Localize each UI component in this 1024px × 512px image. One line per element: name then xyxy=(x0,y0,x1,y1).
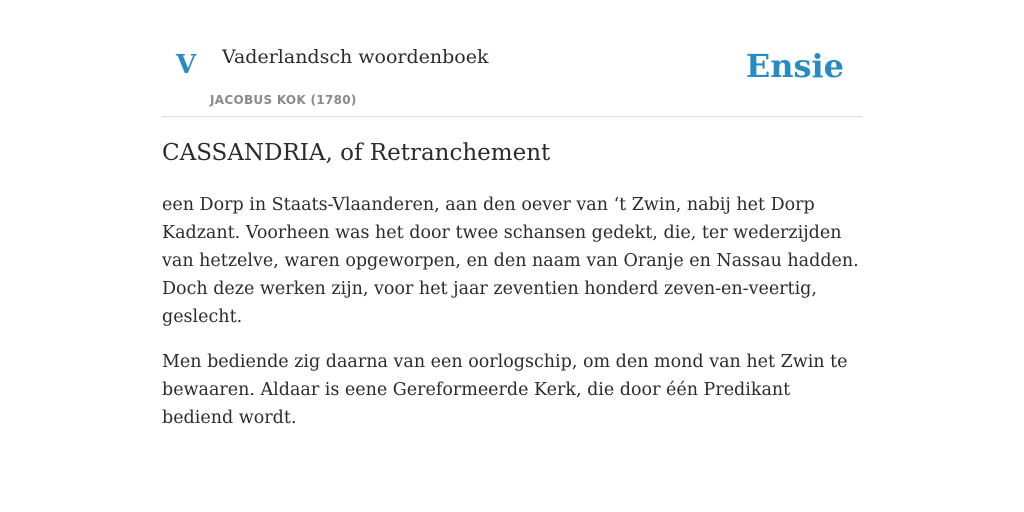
book-logo-letter[interactable]: V xyxy=(176,50,197,80)
entry-paragraph-2: Men bediende zig daarna van een oorlogschip, om den mond van het Zwin te bewaaren. Aldaar is eene Gereformeerde Kerk, die door één Predikant bediend wordt. xyxy=(162,352,848,429)
book-author-link[interactable]: JACOBUS KOK (1780) xyxy=(210,93,357,107)
ensie-logo[interactable]: Ensie xyxy=(745,47,844,85)
book-title-link[interactable]: Vaderlandsch woordenboek xyxy=(222,46,489,68)
entry-paragraph-1: een Dorp in Staats-Vlaanderen, aan den oever van ‘t Zwin, nabij het Dorp Kadzant. Voorheen was het door twee schansen gedekt, die, ter wederzijden van hetzelve, waren opgeworpen, en den naam van Oranje en Nassau hadden. Doch deze werken zijn, voor het jaar zeventien honderd zeven-en-veertig, geslecht. xyxy=(162,195,859,328)
entry-content xyxy=(162,138,864,449)
entry-title: CASSANDRIA, of Retranchement xyxy=(162,140,551,166)
site-header xyxy=(162,0,862,117)
